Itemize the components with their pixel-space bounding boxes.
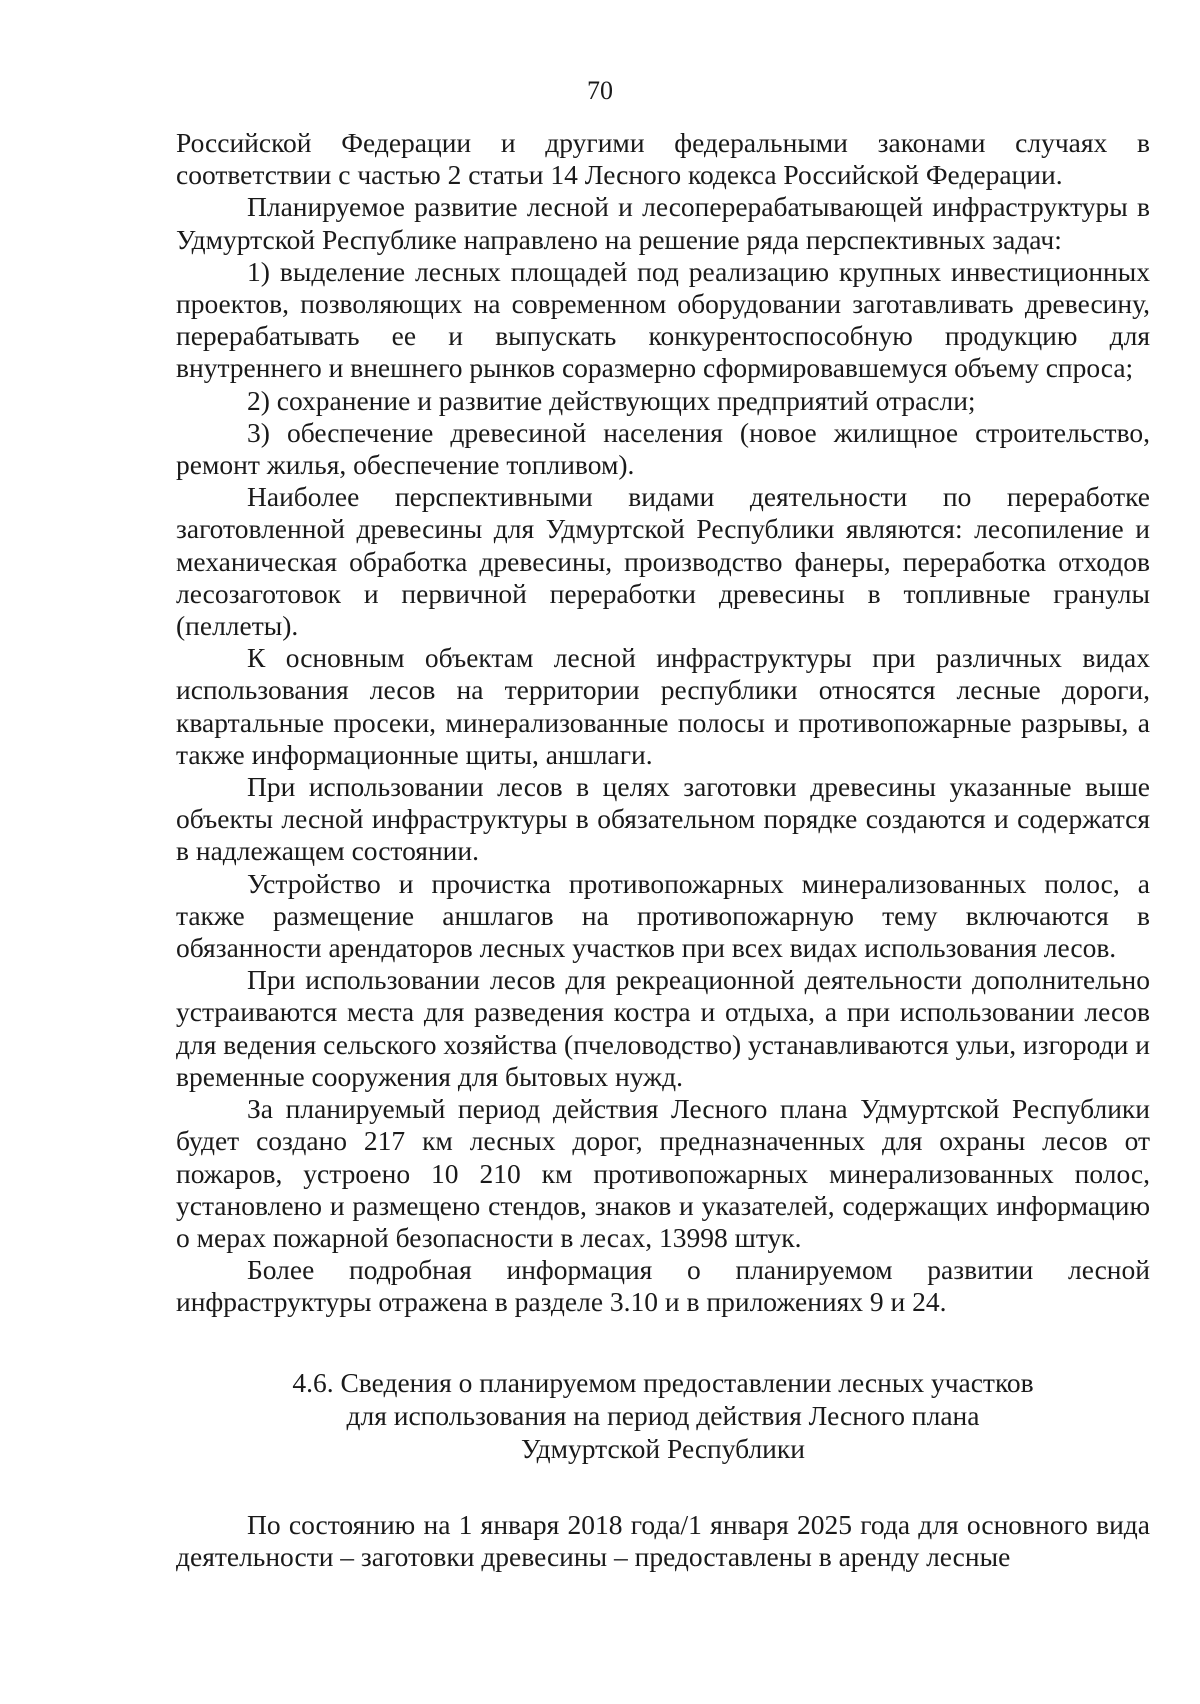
paragraph: По состоянию на 1 января 2018 года/1 января 2025 года для основного вида деятельности – заготовки древесины – предоставлены в аренду лесные <box>176 1508 1150 1572</box>
paragraph: Планируемое развитие лесной и лесоперерабатывающей инфраструктуры в Удмуртской Республике направлено на решение ряда перспективных задач: <box>176 191 1150 255</box>
list-item: 2) сохранение и развитие действующих предприятий отрасли; <box>247 384 976 416</box>
page-number: 70 <box>587 76 613 105</box>
paragraph: Устройство и прочистка противопожарных минерализованных полос, а также размещение аншлагов на противопожарную тему включаются в обязанности арендаторов лесных участков при всех видах использования лесов. <box>176 867 1150 964</box>
section-heading-line: для использования на период действия Лесного плана <box>346 1399 980 1431</box>
paragraph: Российской Федерации и другими федеральными законами случаях в соответствии с частью 2 статьи 14 Лесного кодекса Российской Федерации. <box>176 127 1150 191</box>
paragraph: За планируемый период действия Лесного плана Удмуртской Республики будет создано 217 км лесных дорог, предназначенных для охраны лесов от пожаров, устроено 10 210 км противопожарных минерализованных полос, установлено и размещено стендов, знаков и указателей, содержащих информацию о мерах пожарной безопасности в лесах, 13998 штук. <box>176 1093 1150 1253</box>
list-item: 1) выделение лесных площадей под реализацию крупных инвестиционных проектов, позволяющих на современном оборудовании заготавливать древесину, перерабатывать ее и выпускать конкурентоспособную продукцию для внутреннего и внешнего рынков соразмерно сформировавшемуся объему спроса; <box>176 255 1150 384</box>
section-heading-line: 4.6. Сведения о планируемом предоставлении лесных участков <box>292 1366 1034 1398</box>
paragraph: Более подробная информация о планируемом развитии лесной инфраструктуры отражена в разделе 3.10 и в приложениях 9 и 24. <box>176 1254 1150 1318</box>
section-heading <box>176 1366 1150 1465</box>
paragraph: Наиболее перспективными видами деятельности по переработке заготовленной древесины для Удмуртской Республики являются: лесопиление и механическая обработка древесины, производство фанеры, переработка отходов лесозаготовок и первичной переработки древесины в топливные гранулы (пеллеты). <box>176 481 1150 642</box>
section-heading-line: Удмуртской Республики <box>521 1432 805 1464</box>
list-item: 3) обеспечение древесиной населения (новое жилищное строительство, ремонт жилья, обеспечение топливом). <box>176 416 1150 481</box>
paragraph: При использовании лесов в целях заготовки древесины указанные выше объекты лесной инфраструктуры в обязательном порядке создаются и содержатся в надлежащем состоянии. <box>176 771 1150 867</box>
body-text <box>176 127 1150 1573</box>
paragraph: К основным объектам лесной инфраструктуры при различных видах использования лесов на территории республики относятся лесные дороги, квартальные просеки, минерализованные полосы и противопожарные разрывы, а также информационные щиты, аншлаги. <box>176 642 1150 770</box>
paragraph: При использовании лесов для рекреационной деятельности дополнительно устраиваются места для разведения костра и отдыха, а при использовании лесов для ведения сельского хозяйства (пчеловодство) устанавливаются ульи, изгороди и временные сооружения для бытовых нужд. <box>176 964 1150 1092</box>
